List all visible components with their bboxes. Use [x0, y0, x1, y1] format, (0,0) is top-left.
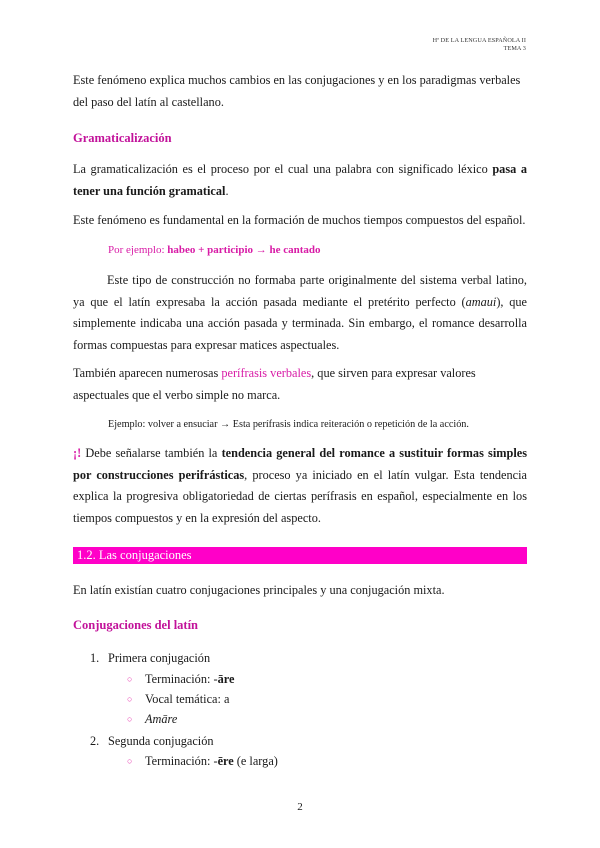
header-subject: Hª DE LA LENGUA ESPAÑOLA II — [432, 37, 526, 44]
perifrasis-text-a: También aparecen numerosas — [73, 366, 222, 380]
tendencia-bold: tendencia general del romance a sustituir formas simples por construcciones perifrásticas — [73, 446, 527, 482]
definition-bold: pasa a tener una función gramatical — [73, 162, 527, 198]
sublist-item — [145, 671, 234, 687]
example-volver: Ejemplo: volver a ensuciar → Esta perífrasis indica reiteración o repetición de la acción. — [108, 419, 469, 430]
section-title-bar: 1.2. Las conjugaciones — [73, 547, 527, 564]
example-bold: habeo + participio → he cantado — [167, 244, 321, 256]
bullet-icon: ○ — [127, 674, 133, 684]
example-prefix: Por ejemplo: — [108, 244, 168, 256]
sublist-bold: ēre — [217, 754, 234, 768]
running-header — [433, 37, 526, 53]
gramaticalizacion-definition — [73, 159, 527, 202]
list-item-number: 1. — [90, 651, 100, 665]
list-item-primera: Primera conjugación — [108, 651, 211, 665]
sublist-item: Vocal temática: a — [145, 692, 230, 706]
header-topic: TEMA 3 — [503, 45, 526, 52]
example-habeo — [108, 240, 528, 262]
tendencia-paragraph — [73, 443, 527, 529]
bullet-icon: ○ — [127, 694, 133, 704]
definition-end: . — [225, 183, 229, 198]
sublist-suffix: (e larga) — [233, 754, 278, 768]
sublist-text: Terminación: - — [145, 672, 218, 686]
bullet-icon: ○ — [127, 714, 133, 724]
list-item-segunda: Segunda conjugación — [108, 734, 214, 748]
perifrasis-text-b: , que sirven para expresar valores aspectuales que el verbo simple no marca. — [73, 366, 476, 402]
perifrasis-paragraph — [73, 363, 527, 406]
sublist-item — [145, 753, 278, 769]
conjugaciones-intro: En latín existían cuatro conjugaciones principales y una conjugación mixta. — [73, 583, 445, 597]
construction-paragraph — [73, 270, 527, 356]
definition-text: La gramaticalización es el proceso por el cual una palabra con significado léxico — [73, 162, 493, 176]
heading-conjugaciones-latin: Conjugaciones del latín — [73, 618, 199, 632]
gramaticalizacion-importance: Este fenómeno es fundamental en la formación de muchos tiempos compuestos del español. — [73, 213, 526, 227]
sublist-text: Terminación: - — [145, 754, 218, 768]
attention-mark: ¡! — [73, 446, 82, 460]
intro-paragraph: Este fenómeno explica muchos cambios en las conjugaciones y en los paradigmas verbales del paso del latín al castellano. — [73, 73, 521, 109]
page-number: 2 — [297, 801, 303, 813]
tendencia-text-a: Debe señalarse también la — [81, 446, 222, 460]
construction-text-a: Este tipo de construcción no formaba parte originalmente del sistema verbal latino, ya que el latín expresaba la acción pasada mediante el pretérito perfecto ( — [73, 273, 527, 309]
tendencia-text-b: , proceso ya iniciado en el latín vulgar. Esta tendencia explica la progresiva obligatoriedad de ciertas perífrasis en español, especialmente en los tiempos compuestos y en la expresión del aspecto. — [73, 467, 527, 525]
construction-italic: amaui — [465, 294, 497, 309]
sublist-item: Amāre — [145, 712, 178, 726]
perifrasis-highlight: perífrasis verbales — [221, 366, 312, 380]
construction-text-b: ), que simplemente indicaba una acción pasada y terminada. Sin embargo, el romance desarrolla formas compuestas para expresar matices aspectuales. — [73, 294, 527, 352]
heading-gramaticalizacion: Gramaticalización — [73, 131, 172, 145]
sublist-bold: āre — [217, 672, 235, 686]
bullet-icon: ○ — [127, 756, 133, 766]
list-item-number: 2. — [90, 734, 100, 748]
